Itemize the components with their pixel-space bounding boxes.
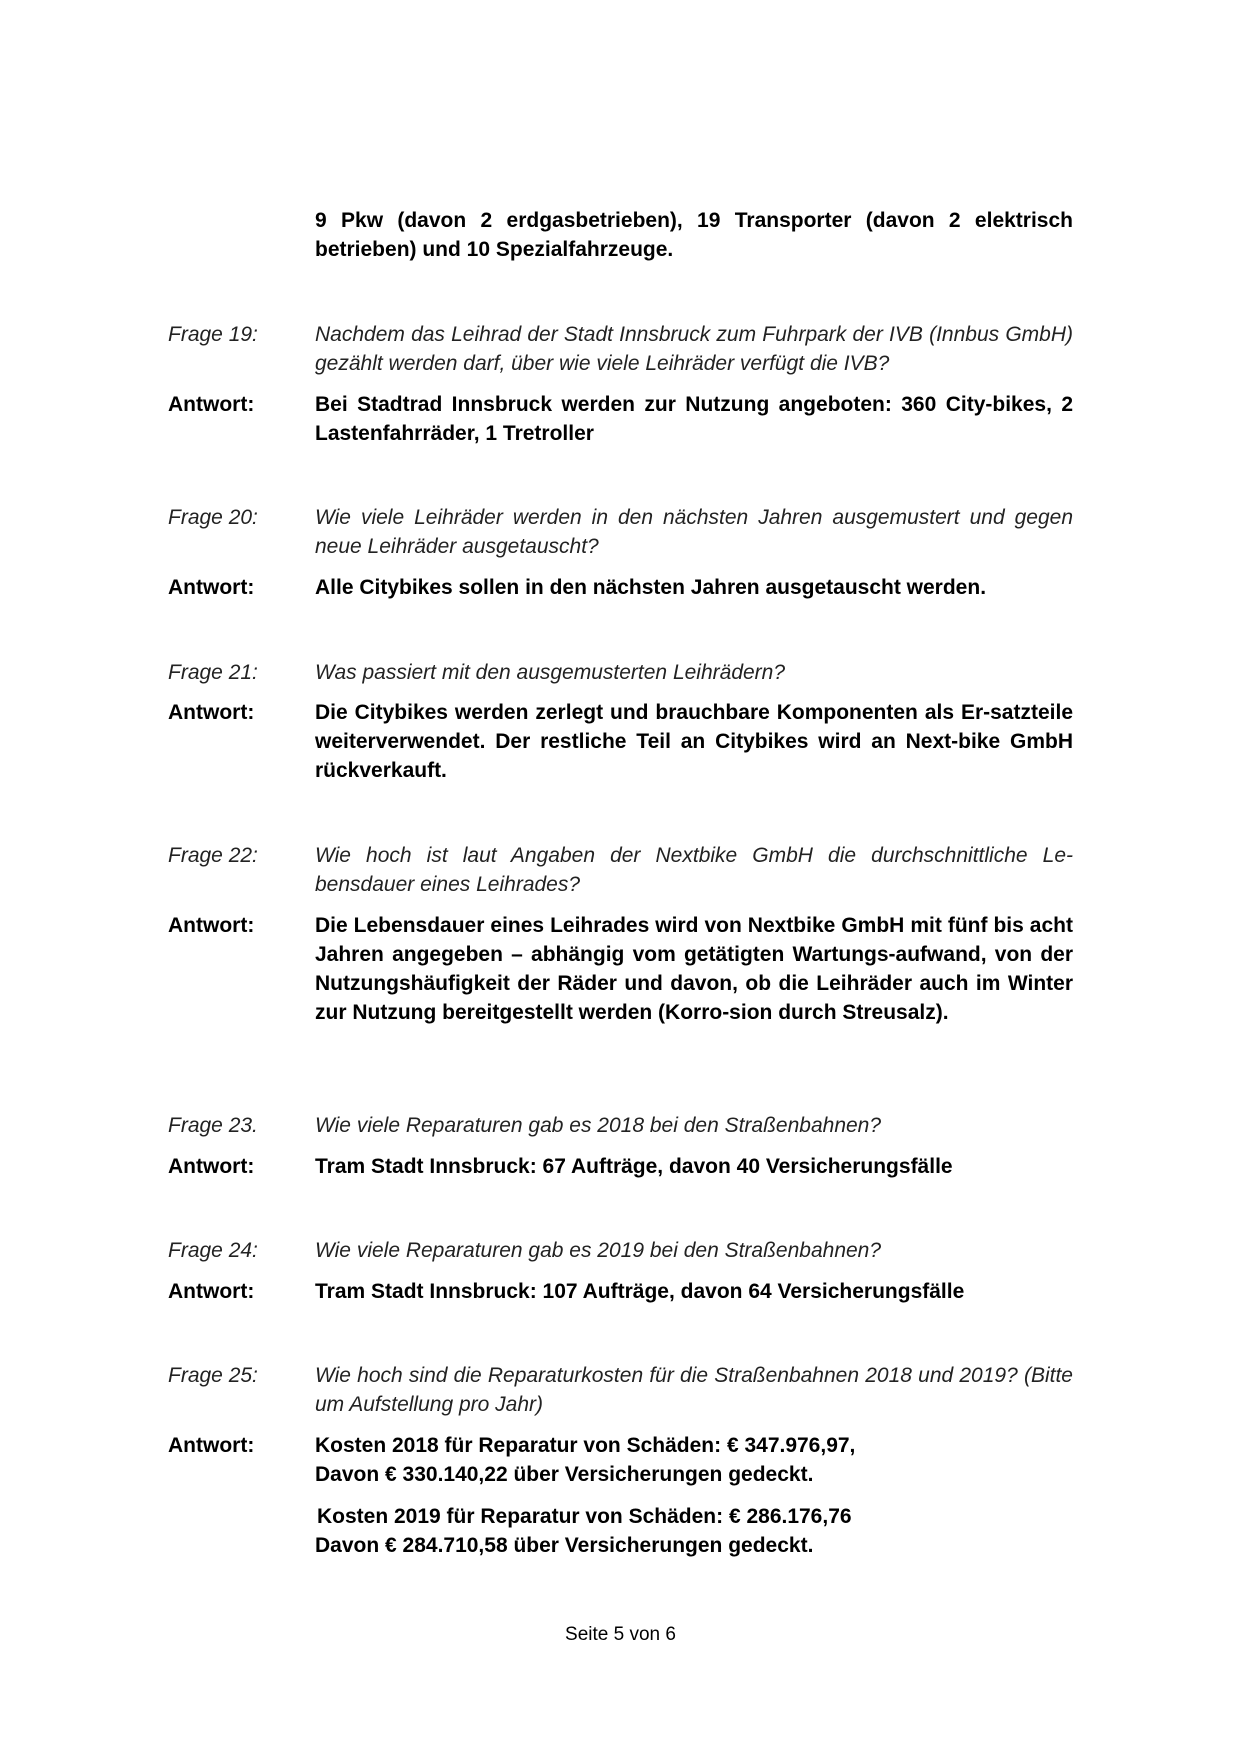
intro-paragraph: 9 Pkw (davon 2 erdgasbetrieben), 19 Transporter (davon 2 elektrisch betrieben) und 10 Spezialfahrzeuge.	[315, 209, 1073, 261]
question-label-23: Frage 23.	[168, 1114, 258, 1137]
answer-label-25: Antwort:	[168, 1434, 255, 1457]
question-19: Nachdem das Leihrad der Stadt Innsbruck zum Fuhrpark der IVB (Innbus GmbH) gezählt werden darf, über wie viele Leihräder verfügt die IVB?	[315, 323, 1073, 375]
question-23: Wie viele Reparaturen gab es 2018 bei den Straßenbahnen?	[315, 1114, 882, 1137]
question-21: Was passiert mit den ausgemusterten Leihrädern?	[315, 661, 786, 684]
question-24: Wie viele Reparaturen gab es 2019 bei den Straßenbahnen?	[315, 1239, 882, 1262]
question-25: Wie hoch sind die Reparaturkosten für die Straßenbahnen 2018 und 2019? (Bitte um Aufstellung pro Jahr)	[315, 1364, 1073, 1416]
answer-19: Bei Stadtrad Innsbruck werden zur Nutzung angeboten: 360 City-bikes, 2 Lastenfahrräder, 1 Tretroller	[315, 393, 1073, 445]
answer-label-24: Antwort:	[168, 1280, 255, 1303]
answer-25-line-2: Davon € 330.140,22 über Versicherungen gedeckt.	[315, 1463, 814, 1486]
answer-label-21: Antwort:	[168, 701, 255, 724]
answer-label-22: Antwort:	[168, 914, 255, 937]
answer-25-line-4: Davon € 284.710,58 über Versicherungen gedeckt.	[315, 1534, 814, 1557]
answer-20: Alle Citybikes sollen in den nächsten Jahren ausgetauscht werden.	[315, 576, 987, 599]
answer-22: Die Lebensdauer eines Leihrades wird von Nextbike GmbH mit fünf bis acht Jahren angegeben – abhängig vom getätigten Wartungs-aufwand, von der Nutzungshäufigkeit der Räder und davon, ob die Leihräder auch im Winter zur Nutzung bereitgestellt werden (Korro-sion durch Streusalz).	[315, 914, 1073, 1024]
question-label-21: Frage 21:	[168, 661, 258, 684]
answer-25-line-3: Kosten 2019 für Reparatur von Schäden: € 286.176,76	[317, 1505, 852, 1528]
page-number: Seite 5 von 6	[565, 1624, 676, 1645]
answer-24: Tram Stadt Innsbruck: 107 Aufträge, davon 64 Versicherungsfälle	[315, 1280, 965, 1303]
answer-label-20: Antwort:	[168, 576, 255, 599]
answer-label-23: Antwort:	[168, 1155, 255, 1178]
question-label-20: Frage 20:	[168, 506, 258, 529]
answer-21: Die Citybikes werden zerlegt und brauchbare Komponenten als Er-satzteile weiterverwendet. Der restliche Teil an Citybikes wird an Next-bike GmbH rückverkauft.	[315, 701, 1073, 782]
question-label-19: Frage 19:	[168, 323, 258, 346]
answer-23: Tram Stadt Innsbruck: 67 Aufträge, davon 40 Versicherungsfälle	[315, 1155, 953, 1178]
answer-25-line-1: Kosten 2018 für Reparatur von Schäden: € 347.976,97,	[315, 1434, 856, 1457]
question-label-22: Frage 22:	[168, 844, 258, 867]
question-22: Wie hoch ist laut Angaben der Nextbike GmbH die durchschnittliche Le-bensdauer eines Leihrades?	[315, 844, 1073, 896]
answer-label-19: Antwort:	[168, 393, 255, 416]
question-label-25: Frage 25:	[168, 1364, 258, 1387]
question-label-24: Frage 24:	[168, 1239, 258, 1262]
question-20: Wie viele Leihräder werden in den nächsten Jahren ausgemustert und gegen neue Leihräder ausgetauscht?	[315, 506, 1073, 558]
